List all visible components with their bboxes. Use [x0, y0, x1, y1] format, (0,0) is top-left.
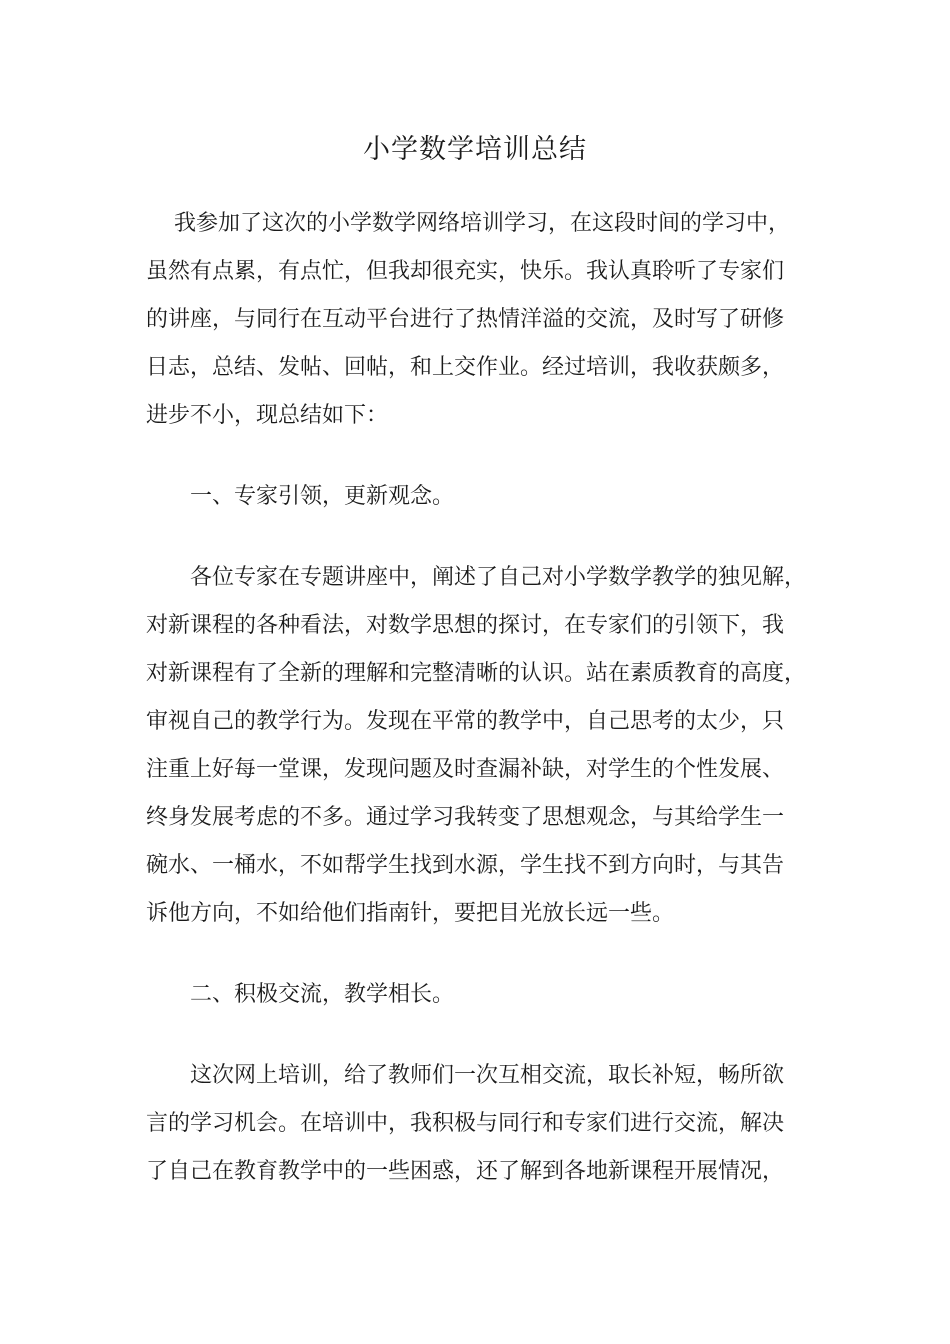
text-line: 终身发展考虑的不多。通过学习我转变了思想观念，与其给学生一 — [146, 805, 785, 830]
paragraph-intro — [146, 200, 826, 440]
text-line: 日志，总结、发帖、回帖，和上交作业。经过培训，我收获颇多， — [146, 355, 785, 380]
text-line: 对新课程有了全新的理解和完整清晰的认识。站在素质教育的高度， — [146, 661, 807, 686]
section-heading: 一、专家引领，更新观念。 — [190, 484, 455, 509]
text-line: 这次网上培训，给了教师们一次互相交流，取长补短，畅所欲 — [190, 1063, 785, 1088]
section-heading: 二、积极交流，教学相长。 — [190, 982, 455, 1007]
text-line: 对新课程的各种看法，对数学思想的探讨，在专家们的引领下，我 — [146, 613, 785, 638]
text-line: 审视自己的教学行为。发现在平常的教学中，自己思考的太少，只 — [146, 709, 785, 734]
text-line: 了自己在教育教学中的一些困惑，还了解到各地新课程开展情况， — [146, 1159, 785, 1184]
section-heading-1 — [146, 473, 826, 521]
text-line: 的讲座，与同行在互动平台进行了热情洋溢的交流，及时写了研修 — [146, 307, 785, 332]
document-body — [146, 200, 826, 1196]
paragraph-section-2 — [146, 1052, 826, 1196]
text-line: 我参加了这次的小学数学网络培训学习，在这段时间的学习中， — [174, 211, 791, 236]
text-line: 诉他方向，不如给他们指南针，要把目光放长远一些。 — [146, 901, 675, 926]
text-line: 虽然有点累，有点忙，但我却很充实，快乐。我认真聆听了专家们 — [146, 259, 785, 284]
text-line: 进步不小，现总结如下： — [146, 403, 389, 428]
text-line: 言的学习机会。在培训中，我积极与同行和专家们进行交流，解决 — [146, 1111, 785, 1136]
section-heading-2 — [146, 971, 826, 1019]
paragraph-section-1 — [146, 554, 826, 938]
document-title: 小学数学培训总结 — [363, 134, 587, 165]
text-line: 碗水、一桶水，不如帮学生找到水源，学生找不到方向时，与其告 — [146, 853, 785, 878]
text-line: 各位专家在专题讲座中，阐述了自己对小学数学教学的独见解， — [190, 565, 807, 590]
text-line: 注重上好每一堂课，发现问题及时查漏补缺，对学生的个性发展、 — [146, 757, 785, 782]
